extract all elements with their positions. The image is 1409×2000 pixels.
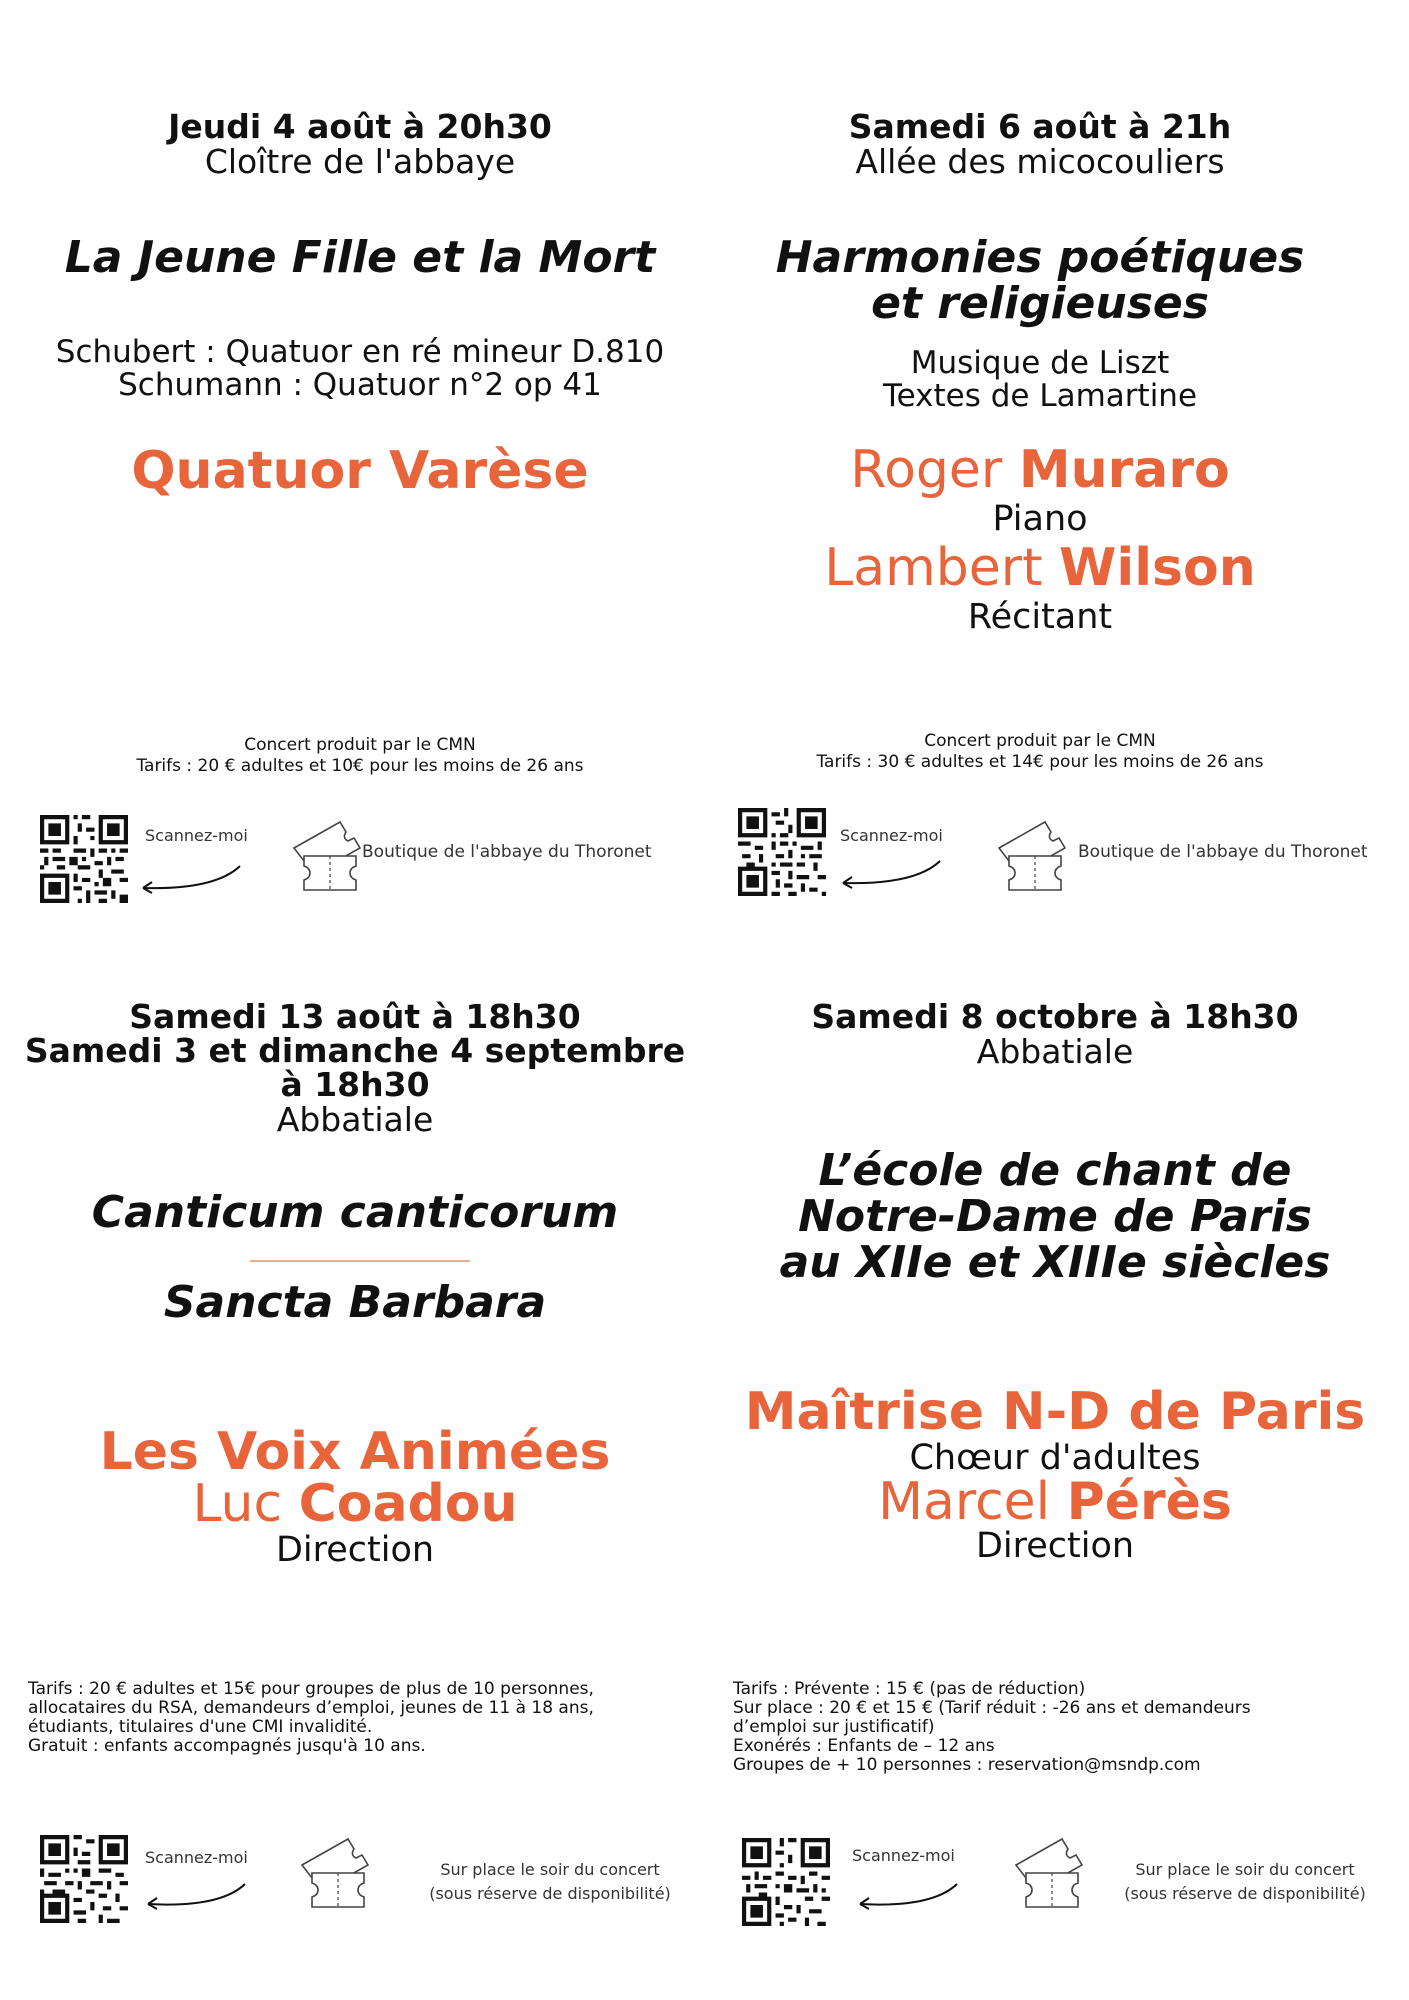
concert-venue: Allée des micocouliers (855, 142, 1225, 181)
ticket-icon (290, 818, 365, 893)
ensemble-name: Maîtrise N-D de Paris (744, 1382, 1366, 1442)
producer: Concert produit par le CMN (924, 731, 1156, 751)
tarifs-line: Groupes de + 10 personnes : reservation@msndp.com (733, 1755, 1201, 1775)
tarifs-line: Tarifs : Prévente : 15 € (pas de réduction) (733, 1679, 1086, 1699)
title-line: au XIIe et XIIIe siècles (779, 1237, 1331, 1288)
program-line: Textes de Lamartine (882, 378, 1198, 414)
title-line: et religieuses (871, 278, 1209, 329)
program (700, 347, 1380, 413)
concert-title: La Jeune Fille et la Mort (64, 232, 656, 283)
tarifs-line: Sur place : 20 € et 15 € (Tarif réduit : -26 ans et demandeurs (733, 1698, 1251, 1718)
concert-title-1: Canticum canticorum (91, 1187, 619, 1238)
ticket-icon (995, 818, 1070, 893)
panel-2-info (700, 731, 1380, 773)
panel-3-tarifs (28, 1680, 683, 1756)
ensemble-role: Chœur d'adultes (909, 1438, 1201, 1478)
director-first-name: Luc (192, 1474, 283, 1534)
tarifs-line: d’emploi sur justificatif) (733, 1717, 935, 1737)
tarifs-line: Exonérés : Enfants de – 12 ans (733, 1736, 995, 1756)
panel-4 (720, 997, 1390, 1566)
concert-date (20, 997, 690, 1104)
panel-3 (20, 997, 690, 1570)
concert-venue: Cloître de l'abbaye (204, 142, 516, 181)
curved-arrow-icon (852, 1878, 962, 1918)
concert-title (720, 1145, 1390, 1288)
concert-date: Samedi 6 août à 21h (848, 107, 1232, 146)
artist-role: Piano (992, 499, 1088, 539)
director (720, 1472, 1390, 1532)
qr-code-icon[interactable] (40, 1835, 128, 1923)
tarifs: Tarifs : 20 € adultes et 10€ pour les moins de 26 ans (136, 756, 584, 776)
concert-venue: Abbatiale (276, 1100, 434, 1139)
qr-code-icon[interactable] (40, 815, 128, 903)
ticket-icon (1012, 1835, 1087, 1910)
artist-name: Quatuor Varèse (131, 441, 589, 501)
scan-label: Scannez-moi (840, 826, 943, 845)
date-line: à 18h30 (280, 1065, 430, 1104)
title-line: Notre-Dame de Paris (798, 1191, 1312, 1242)
program (20, 336, 700, 402)
onsite-line: Sur place le soir du concert (1135, 1860, 1355, 1879)
onsite-note (415, 1858, 685, 1906)
title-line: L’école de chant de (818, 1145, 1292, 1196)
artist-last-name: Muraro (1018, 440, 1230, 500)
date-line: Samedi 3 et dimanche 4 septembre (24, 1031, 686, 1070)
artist-first-name: Lambert (824, 538, 1043, 598)
program-line: Musique de Liszt (910, 345, 1170, 381)
artist-2 (700, 539, 1380, 597)
scan-label: Scannez-moi (145, 826, 248, 845)
ticket-shop: Boutique de l'abbaye du Thoronet (1078, 842, 1368, 862)
artist-last-name: Wilson (1059, 538, 1256, 598)
director-role: Direction (975, 1526, 1135, 1566)
panel-1 (20, 107, 700, 501)
panel-2 (700, 107, 1380, 637)
program-line: Schubert : Quatuor en ré mineur D.810 (55, 334, 665, 370)
producer: Concert produit par le CMN (244, 735, 476, 755)
scan-label: Scannez-moi (145, 1848, 248, 1867)
title-line: Harmonies poétiques (775, 232, 1305, 283)
concert-date: Jeudi 4 août à 20h30 (168, 107, 552, 146)
director-role: Direction (275, 1530, 435, 1570)
title-divider (250, 1260, 470, 1262)
program-line: Schumann : Quatuor n°2 op 41 (118, 367, 602, 403)
director-first-name: Marcel (878, 1472, 1051, 1532)
date-line: Samedi 13 août à 18h30 (129, 997, 581, 1036)
qr-code-icon[interactable] (742, 1838, 830, 1926)
artist-role: Récitant (967, 597, 1113, 637)
curved-arrow-icon (140, 1878, 250, 1918)
tarifs-line: Gratuit : enfants accompagnés jusqu'à 10 ans. (28, 1736, 426, 1756)
tarifs-line: Tarifs : 20 € adultes et 15€ pour groupes de plus de 10 personnes, (28, 1679, 594, 1699)
ensemble-name: Les Voix Animées (99, 1422, 611, 1482)
panel-1-info (20, 735, 700, 777)
concert-date: Samedi 8 octobre à 18h30 (811, 997, 1299, 1036)
ticket-shop: Boutique de l'abbaye du Thoronet (362, 842, 652, 862)
qr-code-icon[interactable] (738, 808, 826, 896)
onsite-line: Sur place le soir du concert (440, 1860, 660, 1879)
ticket-icon (298, 1835, 373, 1910)
tarifs-line: allocataires du RSA, demandeurs d’emploi, jeunes de 11 à 18 ans, (28, 1698, 594, 1718)
concert-venue: Abbatiale (976, 1032, 1134, 1071)
curved-arrow-icon (135, 860, 245, 900)
artist-1 (700, 441, 1380, 499)
artist-first-name: Roger (850, 440, 1003, 500)
onsite-note (1110, 1858, 1380, 1906)
panel-4-tarifs (733, 1680, 1363, 1775)
onsite-line: (sous réserve de disponibilité) (429, 1884, 671, 1903)
concert-title-2: Sancta Barbara (163, 1277, 547, 1328)
onsite-line: (sous réserve de disponibilité) (1124, 1884, 1366, 1903)
director-last-name: Coadou (298, 1474, 518, 1534)
tarifs: Tarifs : 30 € adultes et 14€ pour les moins de 26 ans (816, 752, 1264, 772)
director-last-name: Pérès (1066, 1472, 1232, 1532)
tarifs-line: étudiants, titulaires d'une CMI invalidité. (28, 1717, 373, 1737)
director (20, 1474, 690, 1534)
scan-label: Scannez-moi (852, 1846, 955, 1865)
concert-title (700, 232, 1380, 329)
curved-arrow-icon (835, 855, 945, 895)
